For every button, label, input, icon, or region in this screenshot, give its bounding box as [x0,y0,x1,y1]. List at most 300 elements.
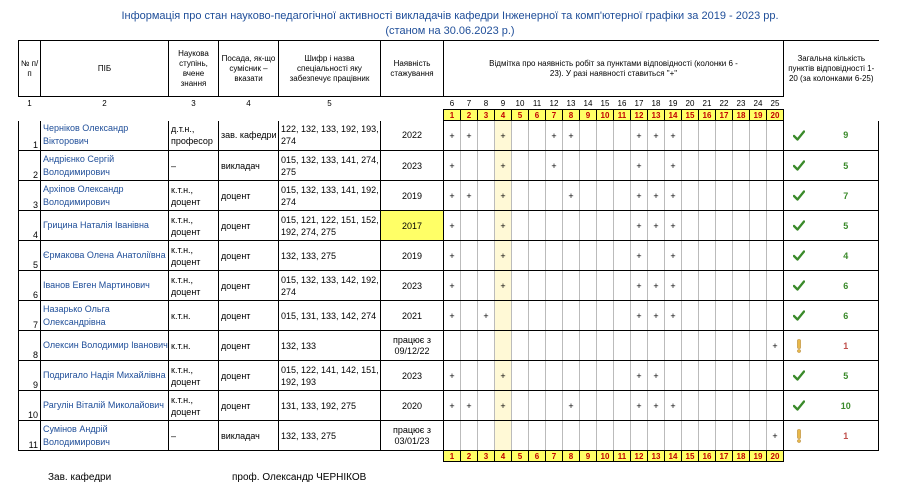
check-icon [784,391,814,421]
point-mark [478,331,495,361]
point-number: 18 [733,110,750,121]
point-mark: + [444,361,461,391]
exclamation-icon [784,331,814,361]
column-number-spacer [784,97,814,110]
teacher-name: Іванов Евген Мартинович [41,271,169,301]
point-mark [716,361,733,391]
point-number: 15 [682,451,699,462]
point-mark [682,361,699,391]
specialty-codes: 122, 132, 133, 192, 193, 274 [279,121,381,151]
point-number: 14 [665,110,682,121]
point-mark [682,181,699,211]
point-mark [546,421,563,451]
point-mark [750,121,767,151]
point-mark [580,271,597,301]
point-mark [699,331,716,361]
point-mark [478,211,495,241]
point-mark [529,181,546,211]
table-row [19,181,879,211]
teacher-name: Андрієнко Сергій Володимирович [41,151,169,181]
point-mark [597,211,614,241]
internship-year: 2023 [381,361,444,391]
column-number: 8 [478,97,495,110]
point-mark [682,391,699,421]
academic-degree: к.т.н., доцент [169,181,219,211]
point-mark [512,181,529,211]
point-mark [461,271,478,301]
point-mark [563,331,580,361]
point-mark [767,301,784,331]
point-spacer [279,451,381,462]
specialty-codes: 132, 133, 275 [279,241,381,271]
teacher-name: Рагулін Віталій Миколайович [41,391,169,421]
point-mark [648,151,665,181]
point-mark [733,421,750,451]
point-number: 2 [461,110,478,121]
point-mark [631,421,648,451]
point-mark [461,151,478,181]
point-mark [546,241,563,271]
point-mark [682,211,699,241]
column-number-spacer [381,97,444,110]
row-number: 8 [19,331,41,361]
point-mark [529,121,546,151]
column-number: 15 [597,97,614,110]
academic-degree: к.т.н., доцент [169,271,219,301]
point-mark [631,331,648,361]
point-mark [478,241,495,271]
point-mark [512,301,529,331]
point-mark [716,241,733,271]
point-mark [478,181,495,211]
specialty-codes: 131, 133, 192, 275 [279,391,381,421]
column-number: 25 [767,97,784,110]
job-position: доцент [219,301,279,331]
column-number: 13 [563,97,580,110]
point-mark: + [665,151,682,181]
internship-year: 2023 [381,151,444,181]
point-mark [682,151,699,181]
academic-degree: к.т.н. [169,331,219,361]
point-spacer [814,110,879,121]
point-mark [614,421,631,451]
point-mark [767,121,784,151]
point-mark [716,421,733,451]
point-mark: + [461,391,478,421]
point-spacer [41,451,169,462]
point-spacer [19,110,41,121]
total-points: 10 [814,391,879,421]
header-position: Посада, як-що сумісник – вказати [219,41,279,97]
point-mark: + [444,301,461,331]
point-number: 1 [444,451,461,462]
point-number: 3 [478,110,495,121]
point-mark [733,301,750,331]
point-mark [699,181,716,211]
point-mark [546,301,563,331]
footer-signature: проф. Олександр ЧЕРНІКОВ [232,472,367,483]
point-number: 14 [665,451,682,462]
job-position: доцент [219,331,279,361]
point-mark [444,421,461,451]
table-row [19,211,879,241]
point-mark [546,271,563,301]
point-mark: + [563,391,580,421]
column-number: 7 [461,97,478,110]
column-number: 1 [19,97,41,110]
point-mark [563,151,580,181]
point-mark [665,421,682,451]
academic-degree: д.т.н., професор [169,121,219,151]
point-mark [478,421,495,451]
column-number-spacer [814,97,879,110]
job-position: зав. кафедри [219,121,279,151]
point-mark [750,151,767,181]
point-mark [750,421,767,451]
point-mark: + [648,271,665,301]
point-mark: + [461,121,478,151]
point-mark: + [648,391,665,421]
row-number: 5 [19,241,41,271]
point-mark: + [478,301,495,331]
point-spacer [784,110,814,121]
specialty-codes: 132, 133, 275 [279,421,381,451]
table-row [19,391,879,421]
total-points: 7 [814,181,879,211]
point-number: 4 [495,451,512,462]
point-mark [733,121,750,151]
internship-year: 2017 [381,211,444,241]
check-icon [784,121,814,151]
point-spacer [219,110,279,121]
point-mark: + [648,211,665,241]
header-experience: Наявність стажування [381,41,444,97]
point-mark [750,271,767,301]
table-row [19,301,879,331]
point-mark: + [631,241,648,271]
point-spacer [381,451,444,462]
point-mark [512,271,529,301]
point-mark [597,181,614,211]
point-number: 9 [580,110,597,121]
point-number: 12 [631,110,648,121]
row-number: 6 [19,271,41,301]
row-number: 9 [19,361,41,391]
point-mark [597,331,614,361]
point-spacer [784,451,814,462]
total-points: 5 [814,361,879,391]
point-mark [563,271,580,301]
column-number: 18 [648,97,665,110]
point-number: 13 [648,451,665,462]
point-spacer [41,110,169,121]
point-mark [699,241,716,271]
column-number: 5 [279,97,381,110]
point-mark [699,211,716,241]
table-row [19,151,879,181]
point-number: 12 [631,451,648,462]
job-position: доцент [219,361,279,391]
specialty-codes: 015, 132, 133, 141, 274, 275 [279,151,381,181]
point-mark: + [444,271,461,301]
point-mark [750,361,767,391]
academic-degree: – [169,151,219,181]
point-mark [699,301,716,331]
total-points: 1 [814,421,879,451]
column-number: 10 [512,97,529,110]
point-mark [682,421,699,451]
internship-year: 2021 [381,301,444,331]
column-number: 6 [444,97,461,110]
internship-year: 2020 [381,391,444,421]
check-icon [784,151,814,181]
point-mark [512,421,529,451]
point-spacer [814,451,879,462]
column-number: 2 [41,97,169,110]
point-mark [733,151,750,181]
point-number: 19 [750,110,767,121]
point-mark: + [648,181,665,211]
point-mark [682,121,699,151]
point-mark [580,211,597,241]
point-mark: + [648,301,665,331]
point-mark [563,361,580,391]
point-mark [767,271,784,301]
report-title: Інформація про стан науково-педагогічної активності викладачів кафедри Інженерної та комп'ютерної графіки за 2019 - 2023 рр. [121,10,779,22]
point-mark: + [767,421,784,451]
point-mark [750,181,767,211]
column-number: 4 [219,97,279,110]
point-number: 3 [478,451,495,462]
point-mark [495,421,512,451]
point-mark [529,151,546,181]
academic-degree: – [169,421,219,451]
column-number-row [19,97,879,110]
point-mark [716,331,733,361]
check-icon [784,301,814,331]
point-mark: + [444,391,461,421]
row-number: 4 [19,211,41,241]
point-mark [614,121,631,151]
point-mark [580,241,597,271]
point-mark [546,361,563,391]
internship-year: 2022 [381,121,444,151]
point-mark [512,391,529,421]
point-mark [461,241,478,271]
header-row [19,41,879,97]
point-mark [512,361,529,391]
specialty-codes: 015, 132, 133, 142, 192, 274 [279,271,381,301]
column-number: 20 [682,97,699,110]
point-mark [716,301,733,331]
point-mark [529,361,546,391]
table-row [19,241,879,271]
point-spacer [169,110,219,121]
point-mark [733,181,750,211]
point-number: 8 [563,110,580,121]
specialty-codes: 015, 132, 133, 141, 192, 274 [279,181,381,211]
total-points: 1 [814,331,879,361]
job-position: викладач [219,151,279,181]
total-points: 9 [814,121,879,151]
point-spacer [19,451,41,462]
report-date: (станом на 30.06.2023 р.) [385,25,515,37]
internship-year: працює з 09/12/22 [381,331,444,361]
header-num: № п/п [19,41,41,97]
point-mark [461,421,478,451]
point-number: 20 [767,110,784,121]
point-mark [512,121,529,151]
point-number-footer-row [19,451,879,462]
header-degree: Наукова ступінь, вчене знання [169,41,219,97]
point-spacer [219,451,279,462]
point-mark [546,181,563,211]
point-mark [614,211,631,241]
teacher-name: Черніков Олександр Вікторович [41,121,169,151]
check-icon [784,361,814,391]
point-mark: + [495,181,512,211]
check-icon [784,211,814,241]
point-mark [614,301,631,331]
point-mark [699,151,716,181]
point-mark [512,151,529,181]
point-mark [546,211,563,241]
point-mark [750,331,767,361]
point-mark [597,151,614,181]
point-mark [767,361,784,391]
point-mark [478,271,495,301]
point-number: 10 [597,451,614,462]
point-mark [767,181,784,211]
point-mark [478,391,495,421]
column-number: 24 [750,97,767,110]
point-mark [580,181,597,211]
point-mark [716,121,733,151]
table-row [19,271,879,301]
column-number: 12 [546,97,563,110]
header-marks: Відмітка про наявність робіт за пунктами відповідності (колонки 6 - 23). У разі наявності ставиться "+" [444,41,784,97]
point-number: 16 [699,110,716,121]
point-mark [529,241,546,271]
point-mark: + [444,151,461,181]
point-mark: + [665,181,682,211]
point-mark [733,331,750,361]
point-mark [716,151,733,181]
point-number: 9 [580,451,597,462]
point-mark [614,181,631,211]
point-mark [767,391,784,421]
point-mark: + [563,121,580,151]
point-mark [716,391,733,421]
point-mark [699,421,716,451]
row-number: 3 [19,181,41,211]
point-mark: + [648,361,665,391]
point-mark: + [444,181,461,211]
point-mark [614,241,631,271]
point-spacer [169,451,219,462]
column-number: 9 [495,97,512,110]
specialty-codes: 015, 121, 122, 151, 152, 192, 274, 275 [279,211,381,241]
point-mark [733,361,750,391]
teacher-name: Єрмакова Олена Анатоліївна [41,241,169,271]
row-number: 11 [19,421,41,451]
point-number-row [19,110,879,121]
point-mark [563,301,580,331]
point-mark: + [461,181,478,211]
point-mark: + [631,211,648,241]
column-number: 19 [665,97,682,110]
point-mark: + [546,151,563,181]
total-points: 5 [814,151,879,181]
point-number: 17 [716,110,733,121]
point-spacer [381,110,444,121]
point-mark [682,271,699,301]
point-mark [716,211,733,241]
point-number: 13 [648,110,665,121]
point-mark: + [563,181,580,211]
point-mark [597,391,614,421]
teacher-name: Архіпов Олександр Володимирович [41,181,169,211]
point-mark [478,361,495,391]
table-row [19,421,879,451]
point-mark [682,301,699,331]
point-mark [733,211,750,241]
point-mark: + [767,331,784,361]
point-mark: + [631,361,648,391]
point-mark [495,331,512,361]
column-number: 17 [631,97,648,110]
point-number: 16 [699,451,716,462]
point-number: 2 [461,451,478,462]
point-mark: + [665,391,682,421]
point-mark: + [665,121,682,151]
column-number: 16 [614,97,631,110]
academic-degree: к.т.н., доцент [169,391,219,421]
point-mark [580,361,597,391]
point-number: 11 [614,451,631,462]
point-number: 17 [716,451,733,462]
point-mark [699,271,716,301]
internship-year: 2019 [381,241,444,271]
table-row [19,121,879,151]
check-icon [784,241,814,271]
point-mark: + [444,241,461,271]
point-mark [478,151,495,181]
point-mark [733,241,750,271]
row-number: 10 [19,391,41,421]
point-mark [699,361,716,391]
table-row [19,361,879,391]
internship-year: працює з 03/01/23 [381,421,444,451]
point-mark [512,241,529,271]
point-number: 7 [546,110,563,121]
specialty-codes: 015, 131, 133, 142, 274 [279,301,381,331]
point-mark: + [495,271,512,301]
point-mark [529,331,546,361]
row-number: 7 [19,301,41,331]
academic-degree: к.т.н. [169,301,219,331]
point-mark [580,301,597,331]
check-icon [784,271,814,301]
job-position: викладач [219,421,279,451]
point-number: 7 [546,451,563,462]
point-mark: + [631,391,648,421]
point-number: 5 [512,110,529,121]
column-number: 21 [699,97,716,110]
point-mark: + [495,121,512,151]
academic-degree: к.т.н., доцент [169,241,219,271]
point-mark [512,331,529,361]
